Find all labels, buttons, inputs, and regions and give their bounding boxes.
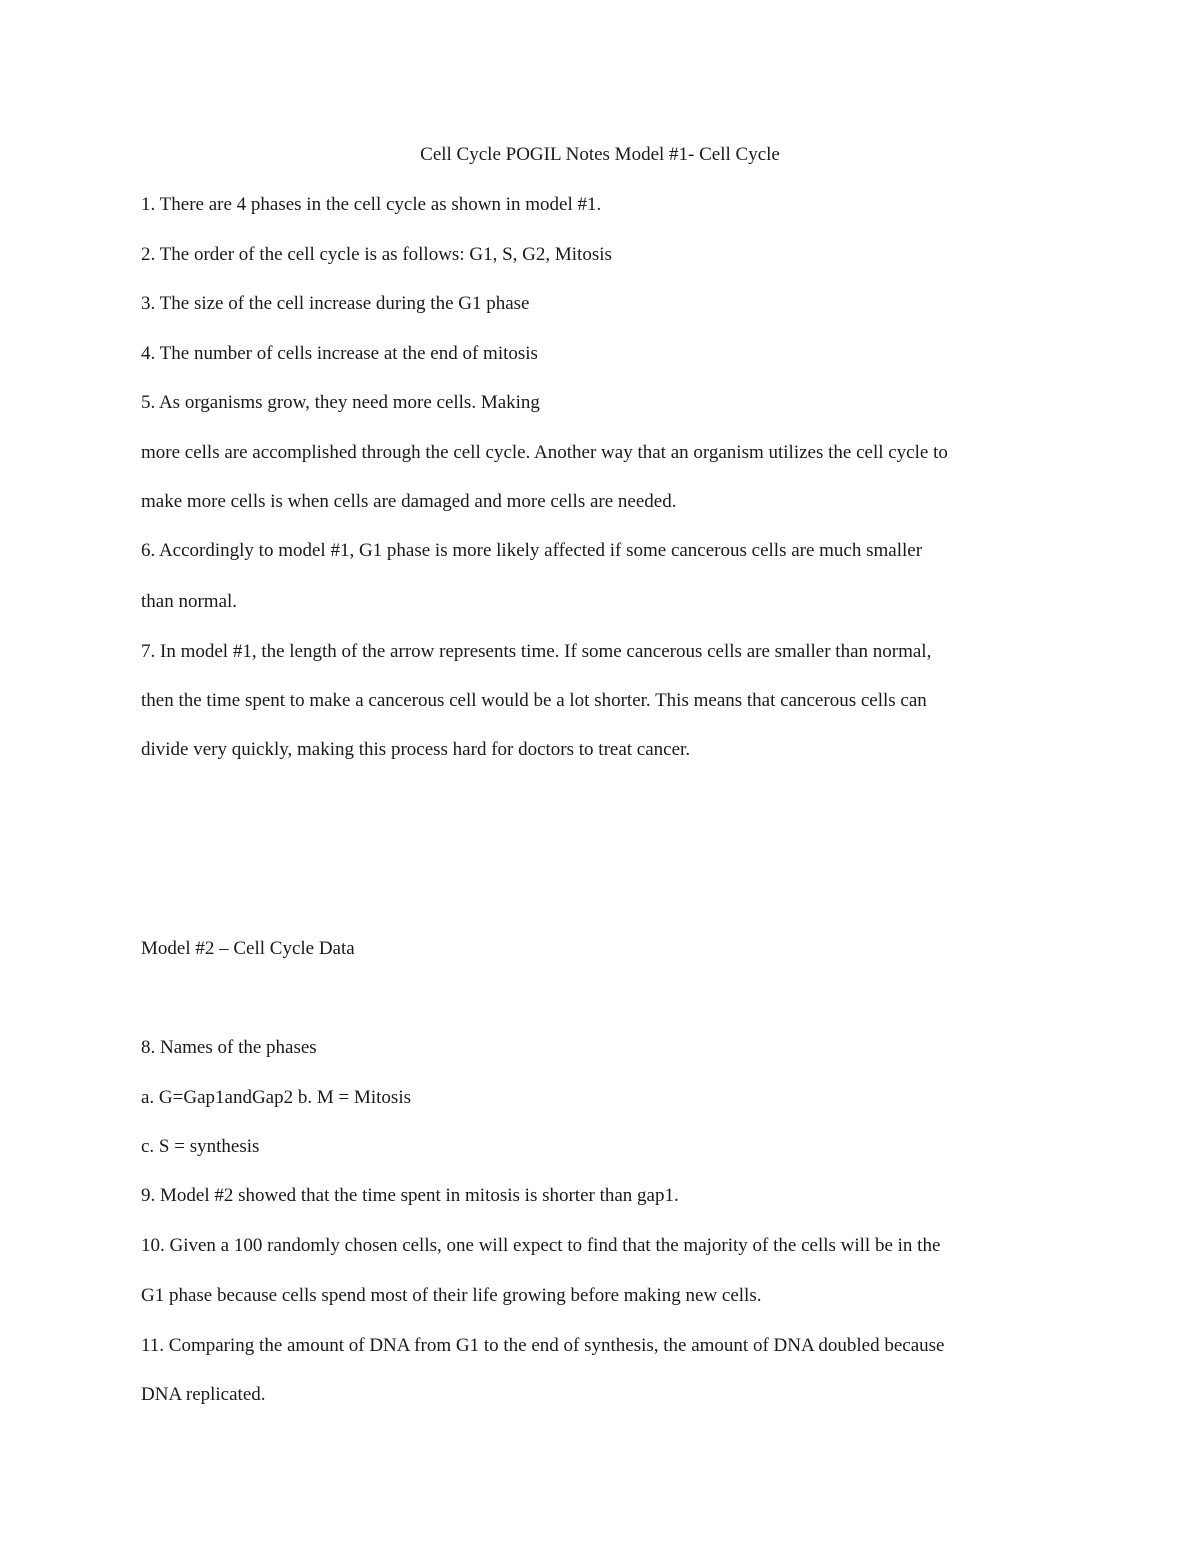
answer-6: 6. Accordingly to model #1, G1 phase is more likely affected if some cancerous cells are much smaller bbox=[141, 540, 923, 561]
answer-7: 7. In model #1, the length of the arrow represents time. If some cancerous cells are smaller than normal, bbox=[141, 641, 932, 662]
answer-6-continued: than normal. bbox=[141, 591, 238, 612]
answer-9: 9. Model #2 showed that the time spent in mitosis is shorter than gap1. bbox=[141, 1185, 679, 1206]
answer-10-continued: G1 phase because cells spend most of their life growing before making new cells. bbox=[141, 1285, 762, 1306]
answer-11-continued: DNA replicated. bbox=[141, 1384, 266, 1405]
answer-4: 4. The number of cells increase at the end of mitosis bbox=[141, 343, 538, 364]
answer-7-continued: then the time spent to make a cancerous cell would be a lot shorter. This means that cancerous cells can bbox=[141, 690, 927, 711]
answer-1: 1. There are 4 phases in the cell cycle as shown in model #1. bbox=[141, 194, 602, 215]
answer-7-continued: divide very quickly, making this process hard for doctors to treat cancer. bbox=[141, 739, 691, 760]
answer-8: 8. Names of the phases bbox=[141, 1037, 317, 1058]
answer-11: 11. Comparing the amount of DNA from G1 to the end of synthesis, the amount of DNA doubled because bbox=[141, 1335, 945, 1356]
answer-5: 5. As organisms grow, they need more cells. Making bbox=[141, 392, 540, 413]
document-title: Cell Cycle POGIL Notes Model #1- Cell Cycle bbox=[420, 144, 780, 165]
answer-5-continued: more cells are accomplished through the cell cycle. Another way that an organism utilizes the cell cycle to bbox=[141, 442, 948, 463]
answer-10: 10. Given a 100 randomly chosen cells, one will expect to find that the majority of the cells will be in the bbox=[141, 1235, 941, 1256]
section-heading-model-2: Model #2 – Cell Cycle Data bbox=[141, 938, 355, 959]
answer-5-continued: make more cells is when cells are damaged and more cells are needed. bbox=[141, 491, 677, 512]
answer-2: 2. The order of the cell cycle is as follows: G1, S, G2, Mitosis bbox=[141, 244, 612, 265]
answer-8c: c. S = synthesis bbox=[141, 1136, 260, 1157]
answer-3: 3. The size of the cell increase during the G1 phase bbox=[141, 293, 530, 314]
answer-8a-8b: a. G=Gap1andGap2 b. M = Mitosis bbox=[141, 1087, 411, 1108]
